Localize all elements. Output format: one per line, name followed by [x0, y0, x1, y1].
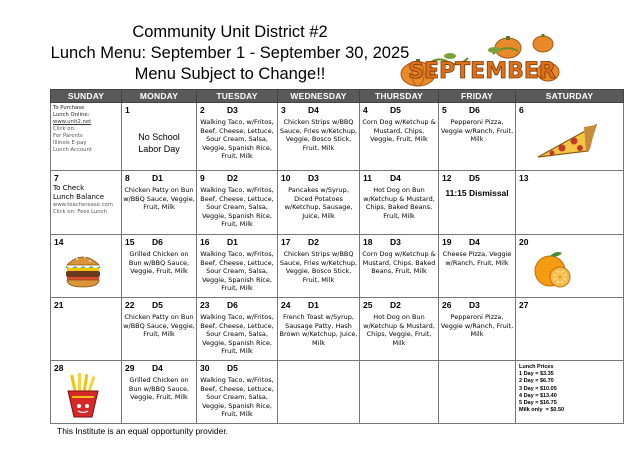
- week-row: [51, 103, 624, 171]
- price-line: 4 Day = $13.40: [519, 392, 557, 399]
- day-cell: [278, 103, 360, 171]
- day-cell: [516, 298, 624, 361]
- day-cell: [439, 171, 516, 235]
- day-number: 27: [519, 300, 529, 310]
- day-cell: [278, 361, 360, 424]
- menu-text: Pepperoni Pizza, Veggie w/Ranch, Fruit, Milk: [440, 313, 514, 339]
- day-number: 3: [281, 105, 286, 115]
- menu-text: Hot Dog on Bun w/Ketchup & Mustard, Chips, Baked Beans, Fruit, Milk: [363, 186, 435, 220]
- day-cell: [122, 361, 197, 424]
- day-number: 10: [281, 173, 291, 183]
- check-balance-note: To Check Lunch Balance www.teacherease.com Click on: Fees Lunch: [53, 184, 120, 216]
- day-number: 22: [125, 300, 135, 310]
- day-cell: [516, 171, 624, 235]
- day-number: 5: [442, 105, 447, 115]
- day-number: 16: [200, 237, 210, 247]
- menu-text: Pancakes w/Syrup, Diced Potatoes w/Ketchup, Sausage, Juice, Milk: [284, 186, 353, 220]
- day-header-monday: MONDAY: [122, 90, 197, 103]
- day-number: 8: [125, 173, 130, 183]
- day-cell: [360, 361, 439, 424]
- day-cell: [51, 103, 122, 171]
- menu-code: D1: [227, 237, 238, 247]
- day-cell: [51, 298, 122, 361]
- day-cell: [197, 235, 278, 298]
- day-number: 23: [200, 300, 210, 310]
- fries-cone-icon: [64, 373, 102, 419]
- early-dismissal-note: 11:15 Dismissal: [445, 188, 509, 198]
- day-number: 7: [54, 173, 59, 183]
- menu-text: Walking Taco, w/Fritos, Beef, Cheese, Lettuce, Sour Cream, Salsa, Veggie, Spanish Rice, Fruit, Milk: [200, 118, 274, 161]
- september-graphic-text: SEPTEMBER: [408, 59, 556, 84]
- day-cell: [516, 361, 624, 424]
- menu-text: Corn Dog w/Ketchup & Mustard, Chips, Baked Beans, Fruit, Milk: [362, 250, 436, 276]
- menu-code: D5: [152, 300, 163, 310]
- menu-code: D3: [308, 173, 319, 183]
- menu-text: Walking Taco, w/Fritos, Beef, Cheese, Lettuce, Sour Cream, Salsa, Veggie, Spanish Rice, Fruit, Milk: [200, 186, 274, 229]
- day-cell: [360, 103, 439, 171]
- purchase-lunch-note: To Purchase Lunch Online: www.unit2.net Click on: For Parents Illinois E-pay Lunch Account: [53, 105, 120, 154]
- day-header-wednesday: WEDNESDAY: [278, 90, 360, 103]
- menu-code: D3: [469, 300, 480, 310]
- day-cell: [122, 103, 197, 171]
- menu-code: D1: [308, 300, 319, 310]
- menu-code: D5: [227, 363, 238, 373]
- price-line: Milk only = $0.50: [519, 407, 565, 414]
- day-cell: [197, 103, 278, 171]
- day-header-saturday: SATURDAY: [516, 90, 624, 103]
- day-header-thursday: THURSDAY: [360, 90, 439, 103]
- day-number: 6: [519, 105, 524, 115]
- day-number: 20: [519, 237, 529, 247]
- menu-text: Chicken Strips w/BBQ Sauce, Fries w/Ketchup, Veggie, Bosco Stick, Fruit, Milk: [279, 118, 358, 152]
- menu-text: Walking Taco, w/Fritos, Beef, Cheese, Lettuce, Sour Cream, Salsa, Veggie, Spanish Rice, Fruit, Milk: [200, 376, 274, 419]
- day-number: 30: [200, 363, 210, 373]
- day-header-sunday: SUNDAY: [51, 90, 122, 103]
- menu-code: D4: [390, 173, 401, 183]
- day-number: 15: [125, 237, 135, 247]
- menu-text: Chicken Patty on Bun w/BBQ Sauce, Veggie, Fruit, Milk: [123, 186, 195, 212]
- menu-text: Chicken Patty on Bun w/BBQ Sauce, Veggie, Fruit, Milk: [123, 313, 195, 339]
- week-row: [51, 298, 624, 361]
- price-line: 3 Day = $10.05: [519, 385, 557, 392]
- price-line: 5 Day = $16.75: [519, 400, 557, 407]
- day-number: 2: [200, 105, 205, 115]
- day-cell: [360, 235, 439, 298]
- menu-code: D1: [152, 173, 163, 183]
- day-cell: [516, 103, 624, 171]
- menu-code: D5: [390, 105, 401, 115]
- day-cell: [439, 235, 516, 298]
- day-number: 4: [363, 105, 368, 115]
- menu-date-range: Lunch Menu: September 1 - September 30, 2025: [50, 44, 410, 62]
- menu-code: D6: [469, 105, 480, 115]
- page-title: [40, 22, 420, 85]
- orange-icon: [530, 247, 574, 291]
- menu-notice: Menu Subject to Change!!: [134, 65, 326, 83]
- day-cell: [439, 298, 516, 361]
- lunch-prices: [519, 364, 564, 414]
- menu-code: D6: [152, 237, 163, 247]
- menu-text: Chicken Strips w/BBQ Sauce, Fries w/Ketchup, Veggie, Bosco Stick, Fruit, Milk: [279, 250, 358, 284]
- menu-text: Grilled Chicken on Bun w/BBQ Sauce, Veggie, Fruit, Milk: [128, 376, 190, 402]
- day-number: 28: [54, 363, 64, 373]
- lunch-prices-title: Lunch Prices: [519, 364, 554, 370]
- menu-text: Walking Taco, w/Fritos, Beef, Cheese, Lettuce, Sour Cream, Salsa, Veggie, Spanish Rice, Fruit, Milk: [200, 313, 274, 356]
- unit2-link[interactable]: www.unit2.net: [53, 119, 92, 125]
- day-number: 17: [281, 237, 291, 247]
- menu-code: D3: [227, 105, 238, 115]
- menu-text: Hot Dog on Bun w/Ketchup & Mustard, Chips, Veggie, Fruit, Milk: [363, 313, 435, 347]
- day-number: 19: [442, 237, 452, 247]
- menu-code: D4: [308, 105, 319, 115]
- day-cell: [197, 171, 278, 235]
- day-number: 1: [125, 105, 130, 115]
- day-cell: [197, 361, 278, 424]
- day-cell: [516, 235, 624, 298]
- day-number: 29: [125, 363, 135, 373]
- menu-code: D2: [390, 300, 401, 310]
- day-cell: [51, 171, 122, 235]
- day-cell: [197, 298, 278, 361]
- pizza-slice-icon: [532, 121, 602, 161]
- menu-text: Walking Taco, w/Fritos, Beef, Cheese, Lettuce, Sour Cream, Salsa, Veggie, Spanish Rice, Fruit, Milk: [200, 250, 274, 293]
- week-row: [51, 171, 624, 235]
- day-cell: [439, 361, 516, 424]
- district-name: Community Unit District #2: [132, 23, 328, 41]
- week-row: [51, 361, 624, 424]
- menu-text: French Toast w/Syrup, Sausage Patty, Hash Brown w/Ketchup, Juice, Milk: [279, 313, 358, 347]
- menu-code: D5: [469, 173, 480, 183]
- day-cell: [278, 298, 360, 361]
- day-number: 9: [200, 173, 205, 183]
- day-cell: [122, 171, 197, 235]
- menu-code: D4: [469, 237, 480, 247]
- price-line: 2 Day = $6.70: [519, 378, 554, 385]
- day-cell: [360, 171, 439, 235]
- day-header-tuesday: TUESDAY: [197, 90, 278, 103]
- menu-text: Corn Dog w/Ketchup & Mustard, Chips, Veggie, Fruit, Milk: [362, 118, 436, 144]
- day-cell: [51, 235, 122, 298]
- day-number: 21: [54, 300, 64, 310]
- menu-code: D2: [227, 173, 238, 183]
- menu-code: D2: [308, 237, 319, 247]
- day-cell: [439, 103, 516, 171]
- day-cell: [278, 235, 360, 298]
- equal-opportunity-footer: This Institute is an equal opportunity provider.: [57, 426, 229, 436]
- week-row: [51, 235, 624, 298]
- day-number: 12: [442, 173, 452, 183]
- lunch-calendar: [50, 89, 624, 424]
- day-number: 24: [281, 300, 291, 310]
- menu-code: D4: [152, 363, 163, 373]
- menu-text: Grilled Chicken on Bun w/BBQ Sauce, Veggie, Fruit, Milk: [128, 250, 190, 276]
- menu-code: D6: [227, 300, 238, 310]
- day-cell: [51, 361, 122, 424]
- day-cell: [278, 171, 360, 235]
- hamburger-icon: [63, 249, 103, 289]
- day-number: 11: [363, 173, 372, 183]
- day-cell: [122, 298, 197, 361]
- day-number: 25: [363, 300, 373, 310]
- menu-text: Cheese Pizza, Veggie w/Ranch, Fruit, Milk: [442, 250, 512, 267]
- september-pumpkin-logo: [398, 34, 560, 88]
- menu-text: Pepperoni Pizza, Veggie w/Ranch, Fruit, Milk: [440, 118, 514, 144]
- day-cell: [360, 298, 439, 361]
- weekday-header-row: [51, 90, 624, 103]
- no-school-note: No School Labor Day: [138, 132, 180, 154]
- day-header-friday: FRIDAY: [439, 90, 516, 103]
- day-cell: [122, 235, 197, 298]
- day-number: 13: [519, 173, 529, 183]
- day-number: 14: [54, 237, 64, 247]
- menu-code: D3: [390, 237, 401, 247]
- day-number: 26: [442, 300, 452, 310]
- price-line: 1 Day = $3.35: [519, 371, 554, 378]
- day-number: 18: [363, 237, 373, 247]
- teacherease-link[interactable]: www.teacherease.com: [53, 202, 113, 208]
